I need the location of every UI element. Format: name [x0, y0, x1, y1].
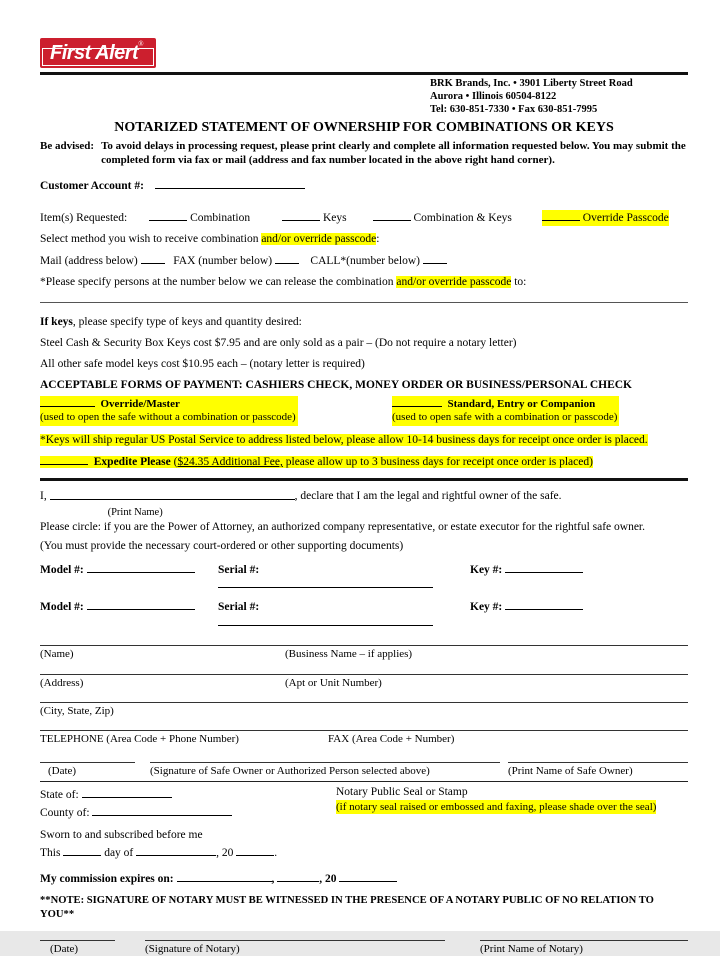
serial2-field	[218, 615, 433, 626]
business-name-caption: (Business Name – if applies)	[285, 648, 413, 661]
notary-signature-field	[145, 940, 445, 941]
option-combination-and-keys: Combination & Keys	[373, 210, 512, 226]
court-docs-note: (You must provide the necessary court-ordered or other supporting documents)	[40, 539, 404, 552]
model-row-1: Model #: Serial #: Key #:	[40, 562, 688, 594]
items-requested-row	[40, 210, 688, 226]
notary-block	[40, 785, 688, 821]
standard-entry-label: Standard, Entry or Companion	[447, 397, 596, 410]
notary-date-col	[40, 940, 145, 956]
option-keys: Keys	[282, 210, 347, 226]
steel-keys-price: Steel Cash & Security Box Keys cost $7.95 and are only sold as a pair – (Do not require a notary letter)	[40, 336, 517, 349]
owner-signature-caption: (Signature of Safe Owner or Authorized Person selected above)	[150, 765, 430, 778]
payment-forms: ACCEPTABLE FORMS OF PAYMENT: CASHIERS CHECK, MONEY ORDER OR BUSINESS/PERSONAL CHECK	[40, 378, 633, 391]
customer-account-field	[155, 178, 305, 189]
method-call: CALL*(number below)	[310, 255, 420, 268]
commission-label: My commission expires on:	[40, 872, 174, 885]
override-master-option	[40, 396, 392, 427]
telephone-caption: TELEPHONE (Area Code + Phone Number)	[40, 733, 239, 746]
serial1-field	[218, 577, 433, 588]
call-blank	[423, 253, 447, 264]
option-combination: Combination	[149, 210, 250, 226]
phone-group	[40, 730, 688, 746]
owner-date-col	[40, 762, 150, 778]
expedite-rest: please allow up to 3 business days for receipt once order is placed)	[285, 456, 593, 469]
logo-text: First Alert	[50, 42, 139, 64]
select-method-highlight: and/or override passcode	[261, 233, 377, 246]
release-persons-field	[40, 302, 688, 303]
shipping-note-row	[40, 433, 688, 448]
notary-witness-note: **NOTE: SIGNATURE OF NOTARY MUST BE WITNESSED IN THE PRESENCE OF A NOTARY PUBLIC OF NO RELATION TO YOU**	[40, 895, 654, 921]
combo-keys-checkbox-blank	[373, 210, 411, 221]
owner-signature-row	[40, 762, 688, 778]
company-address-line2: Aurora • Illinois 60504-8122	[430, 91, 557, 103]
owner-print-field	[508, 762, 688, 763]
override-checkbox-blank	[542, 210, 580, 221]
sworn-text: Sworn to and subscribed before me	[40, 828, 203, 841]
phone-fax-field	[40, 730, 688, 731]
notary-signature-caption: (Signature of Notary)	[145, 942, 240, 955]
if-keys-label: If keys	[40, 315, 73, 328]
override-master-desc: (used to open the safe without a combination or passcode)	[40, 411, 296, 424]
name-group	[40, 645, 688, 661]
declaration-text: , declare that I am the legal and rightful owner of the safe.	[294, 490, 562, 503]
model-row-2: Model #: Serial #: Key #:	[40, 599, 688, 631]
notary-print-caption: (Print Name of Notary)	[480, 942, 583, 955]
owner-print-caption: (Print Name of Safe Owner)	[508, 765, 633, 778]
year-field	[236, 845, 274, 856]
state-county-col	[40, 785, 336, 821]
key1-field	[505, 562, 583, 573]
address-field	[40, 674, 688, 675]
override-master-label: Override/Master	[100, 397, 180, 410]
method-mail: Mail (address below)	[40, 255, 138, 268]
key2-field	[505, 599, 583, 610]
advisory-text: To avoid delays in processing request, please print clearly and complete all information requested below. You may submit the completed form via fax or mail (address and fax number located in the above right hand corner).	[101, 139, 686, 167]
notary-print-field	[480, 940, 688, 941]
fax-blank	[275, 253, 299, 264]
state-of-label: State of:	[40, 788, 79, 801]
city-caption: (City, State, Zip)	[40, 704, 114, 717]
release-row: *Please specify persons at the number below we can release the combination and/or override passcode to:	[40, 276, 527, 288]
header	[40, 38, 688, 116]
expedite-blank	[40, 454, 88, 465]
this-day-row: This day of , 20 .	[40, 846, 278, 859]
county-of-label: County of:	[40, 806, 90, 819]
owner-date-field	[40, 762, 135, 763]
option-override-passcode: Override Passcode	[542, 210, 669, 226]
release-highlight: and/or override passcode	[396, 276, 512, 288]
address-group	[40, 674, 688, 690]
delivery-methods-row	[40, 253, 688, 269]
key-type-options	[40, 396, 688, 427]
combination-checkbox-blank	[149, 210, 187, 221]
notary-signature-col	[145, 940, 480, 956]
standard-entry-option	[392, 396, 688, 427]
select-method-text: Select method you wish to receive combination	[40, 233, 259, 246]
override-master-blank	[40, 396, 95, 407]
company-address-line1: BRK Brands, Inc. • 3901 Liberty Street Road	[430, 78, 633, 89]
commission-day-field	[277, 871, 319, 882]
mail-blank	[141, 253, 165, 264]
month-field	[136, 845, 216, 856]
model2-field	[87, 599, 195, 610]
company-address-line3: Tel: 630-851-7330 • Fax 630-851-7995	[430, 104, 598, 116]
keys-checkbox-blank	[282, 210, 320, 221]
form-title: NOTARIZED STATEMENT OF OWNERSHIP FOR COMBINATIONS OR KEYS	[114, 120, 614, 136]
advisory-label: Be advised:	[40, 139, 95, 152]
method-fax: FAX (number below)	[173, 255, 273, 268]
county-of-field	[92, 805, 232, 816]
city-group	[40, 702, 688, 718]
release-text: *Please specify persons at the number below we can release the combination	[40, 276, 394, 288]
expedite-row: Expedite Please ($24.35 Additional Fee, please allow up to 3 business days for receipt once order is placed)	[40, 454, 688, 470]
fax-caption: FAX (Area Code + Number)	[328, 733, 455, 746]
day-field	[63, 845, 101, 856]
notary-seal-col	[336, 785, 688, 821]
declaration-row: I, (Print Name) , declare that I am the legal and rightful owner of the safe.	[40, 490, 562, 518]
notary-date-field	[40, 940, 115, 941]
header-rule	[40, 72, 688, 75]
notary-section-divider	[40, 781, 688, 782]
standard-entry-desc: (used to open safe with a combination or passcode)	[392, 411, 618, 424]
notary-date-caption: (Date)	[50, 942, 79, 955]
model1-field	[87, 562, 195, 573]
customer-account-label: Customer Account #:	[40, 180, 144, 193]
select-method-row: Select method you wish to receive combination and/or override passcode:	[40, 233, 380, 246]
owner-date-caption: (Date)	[48, 765, 77, 778]
apt-caption: (Apt or Unit Number)	[285, 676, 382, 689]
shipping-note: *Keys will ship regular US Postal Service to address listed below, please allow 10-14 business days for receipt once order is placed.	[40, 434, 648, 447]
commission-row: My commission expires on: , , 20	[40, 871, 688, 887]
notary-seal-note: (if notary seal raised or embossed and faxing, please shade over the seal)	[336, 800, 657, 813]
print-name-caption: (Print Name)	[107, 507, 163, 518]
state-of-field	[82, 787, 172, 798]
commission-year-field	[339, 871, 397, 882]
if-keys-row: If keys, please specify type of keys and quantity desired:	[40, 315, 302, 328]
city-state-zip-field	[40, 702, 688, 703]
address-caption: (Address)	[40, 676, 84, 689]
expedite-label: Expedite Please	[93, 456, 171, 469]
standard-entry-blank	[392, 396, 442, 407]
notary-seal-label: Notary Public Seal or Stamp	[336, 785, 468, 798]
notary-print-col	[480, 940, 688, 956]
items-requested-label: Item(s) Requested:	[40, 212, 128, 225]
company-address	[430, 77, 688, 116]
circle-instruction: Please circle: if you are the Power of Attorney, an authorized company representative, or estate executor for the rightful safe owner.	[40, 520, 646, 533]
name-field	[40, 645, 688, 646]
expedite-fee: $24.35 Additional Fee,	[177, 456, 283, 469]
commission-month-field	[177, 871, 272, 882]
registered-mark: ®	[138, 40, 144, 48]
section-divider	[40, 478, 688, 481]
print-name-field	[50, 489, 295, 520]
advisory-note	[40, 139, 688, 169]
first-alert-logo	[40, 38, 156, 68]
owner-print-col	[508, 762, 688, 778]
name-caption: (Name)	[40, 648, 74, 661]
owner-signature-field	[150, 762, 500, 763]
other-keys-price: All other safe model keys cost $10.95 each – (notary letter is required)	[40, 357, 365, 370]
customer-account-row	[40, 178, 688, 194]
owner-signature-col	[150, 762, 508, 778]
notary-signature-row	[40, 940, 688, 956]
